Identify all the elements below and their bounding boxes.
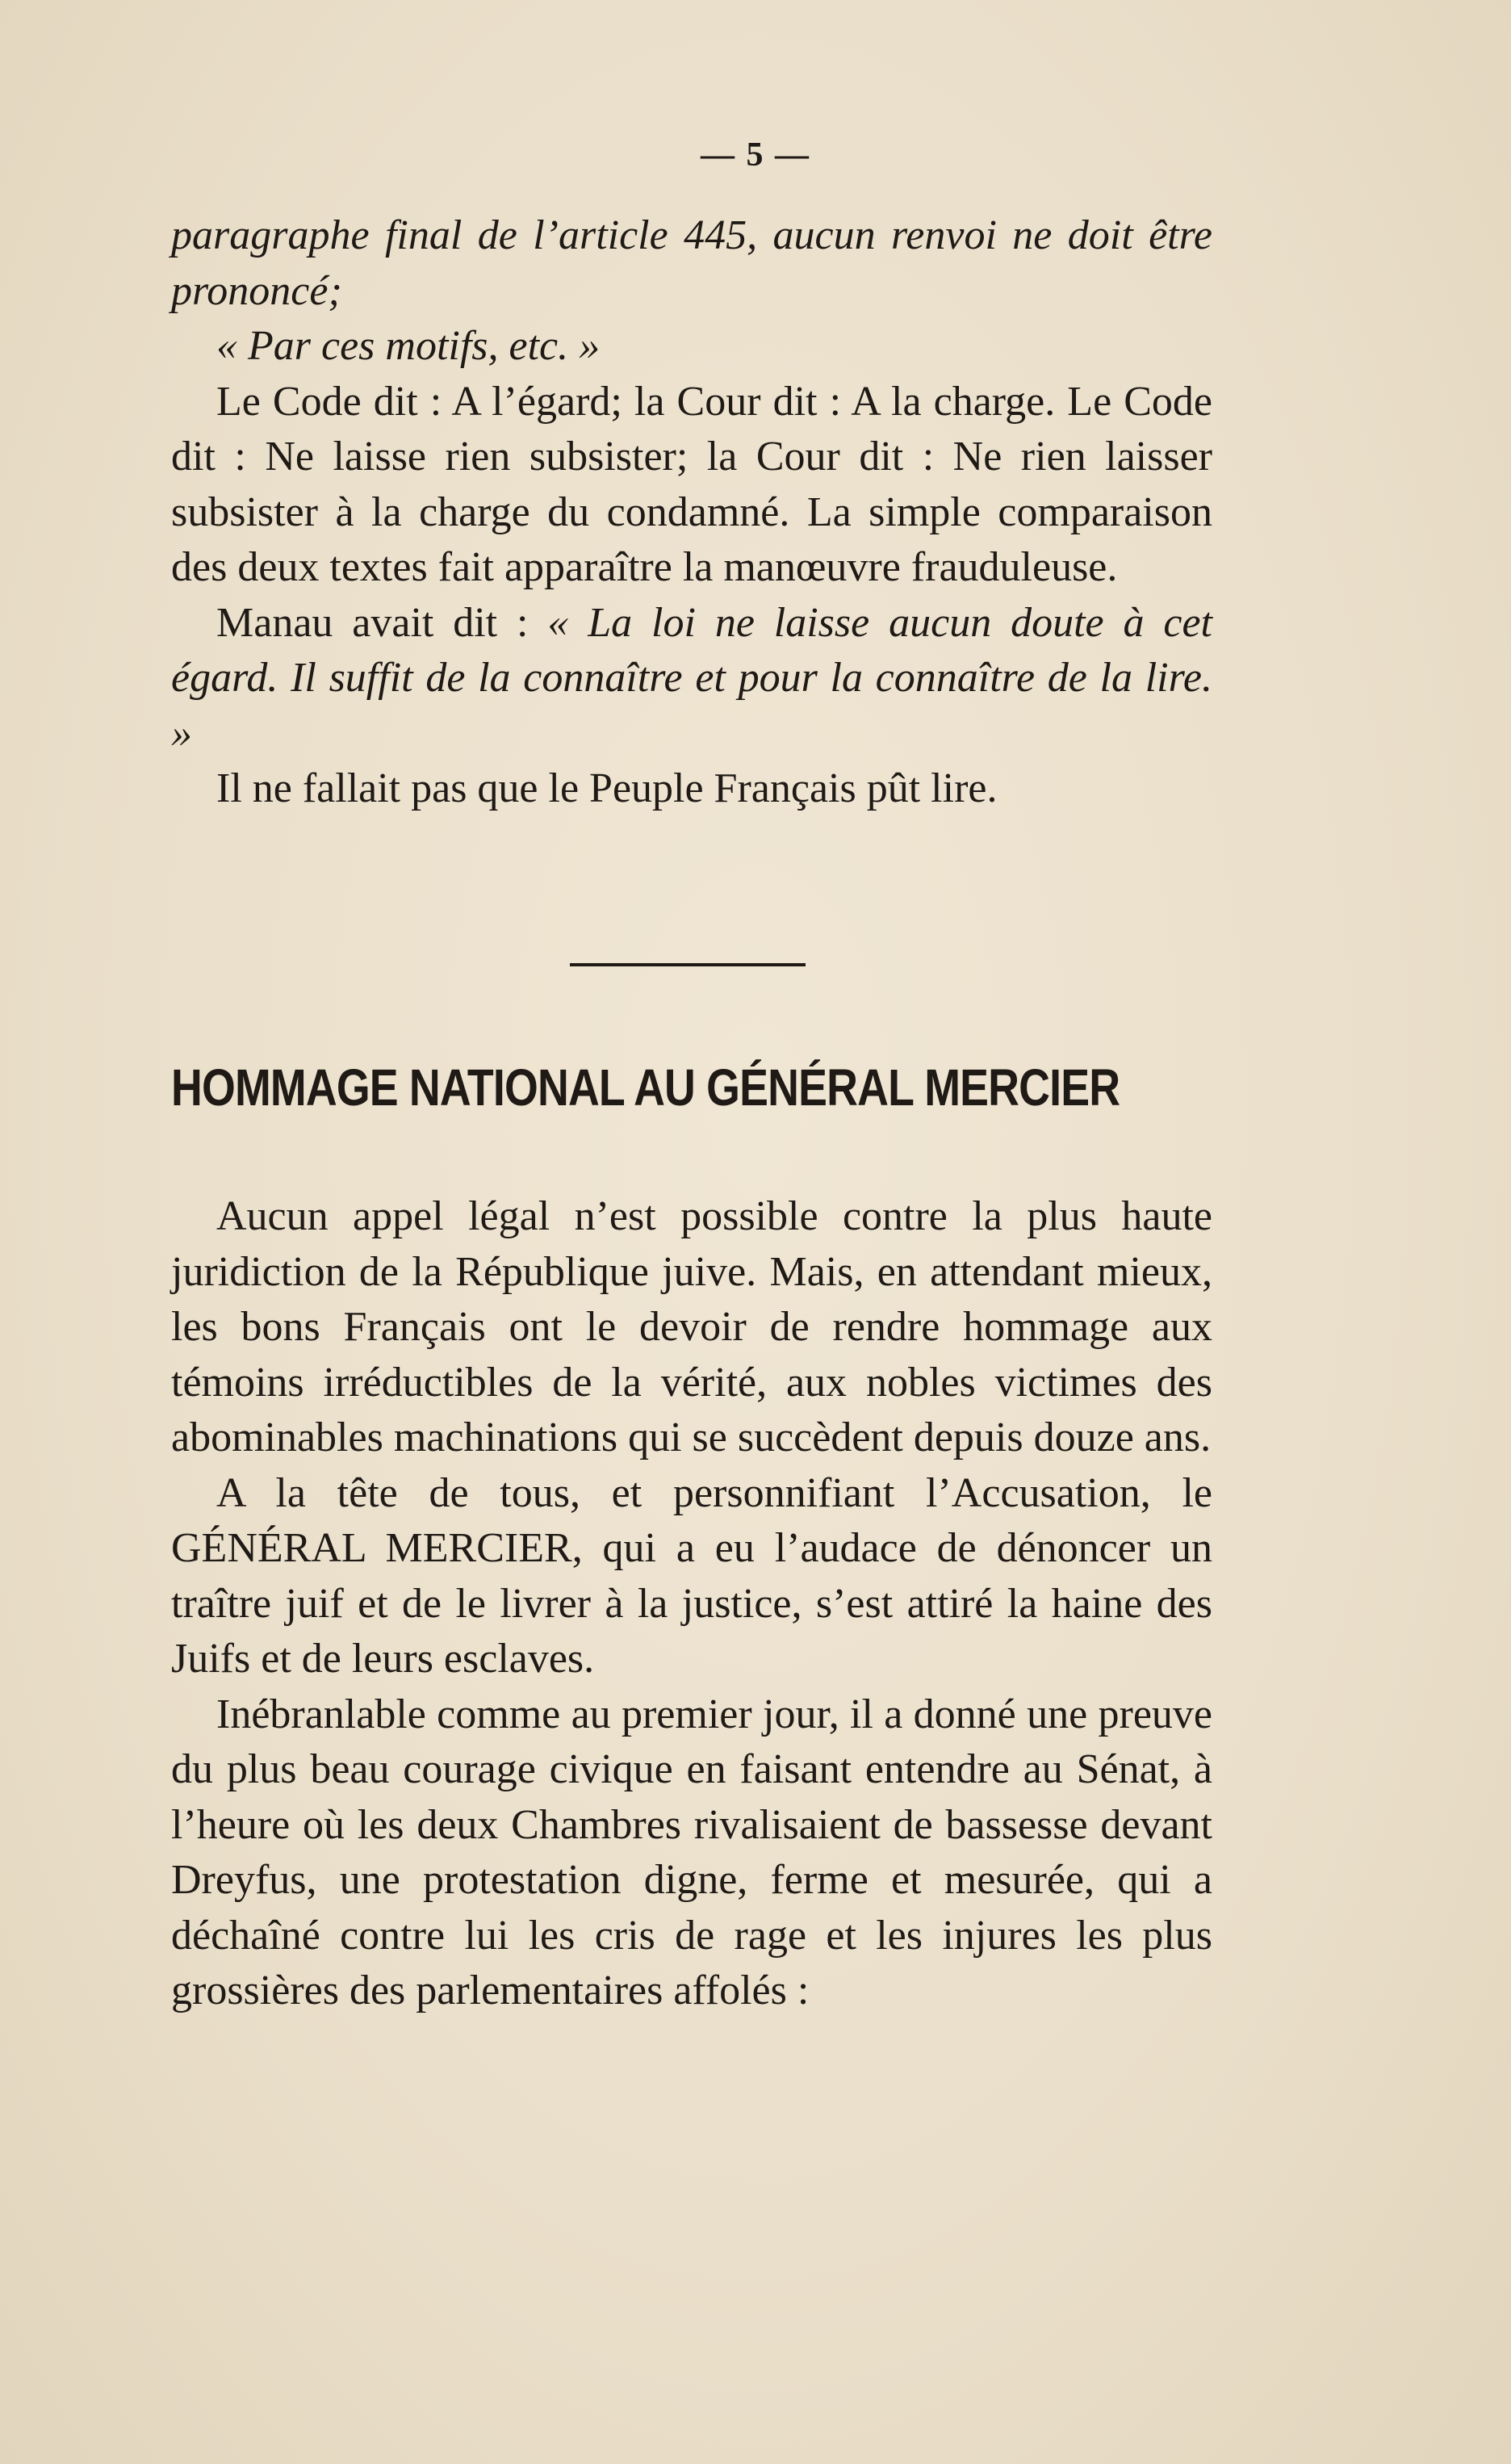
section-heading: HOMMAGE NATIONAL AU GÉNÉRAL MERCIER (171, 1058, 1120, 1117)
paragraph-appel-legal: Aucun appel légal n’est possible contre la plus haute juridiction de la République juive. Mais, en attendant mieux, les bons Français ont le devoir de rendre hommage aux témoins irréductibles de la vérité, aux nobles victimes des abominables machinations qui se succèdent depuis douze ans. (171, 1193, 1212, 1460)
manau-quotation: « La loi ne laisse aucun doute à cet égard. Il suffit de la connaître et pour la connaître de la lire. » (171, 599, 1212, 756)
paragraph-inebranlable: Inébranlable comme au premier jour, il a donné une preuve du plus beau courage civique en faisant entendre au Sénat, à l’heure où les deux Chambres rivalisaient de bassesse devant Dreyfus, une protestation digne, ferme et mesurée, qui a déchaîné contre lui les cris de rage et les injures les plus grossières des parlementaires affolés : (171, 1691, 1212, 2014)
section-divider (570, 963, 806, 966)
paragraph-peuple-francais: Il ne fallait pas que le Peuple Français pût lire. (216, 765, 998, 811)
page-number: — 5 — (701, 136, 810, 174)
text-section-1 (171, 208, 1212, 817)
text-section-2 (171, 1189, 1212, 2019)
paragraph-code-comparison: Le Code dit : A l’égard; la Cour dit : A la charge. Le Code dit : Ne laisse rien subsister; la Cour dit : Ne rien laisser subsister à la charge du condamné. La simple comparaison des deux textes fait apparaître la manœuvre frauduleuse. (171, 378, 1212, 590)
paragraph-manau-quote (171, 596, 1212, 762)
paragraph-par-ces-motifs: « Par ces motifs, etc. » (216, 323, 601, 369)
paragraph-article-445: paragraphe final de l’article 445, aucun renvoi ne doit être prononcé; (171, 212, 1212, 314)
manau-prefix: Manau avait dit : (216, 599, 548, 646)
paragraph-general-mercier: A la tête de tous, et personnifiant l’Accusation, le GÉNÉRAL MERCIER, qui a eu l’audace de dénoncer un traître juif et de le livrer à la justice, s’est attiré la haine des Juifs et de leurs esclaves. (171, 1469, 1212, 1682)
